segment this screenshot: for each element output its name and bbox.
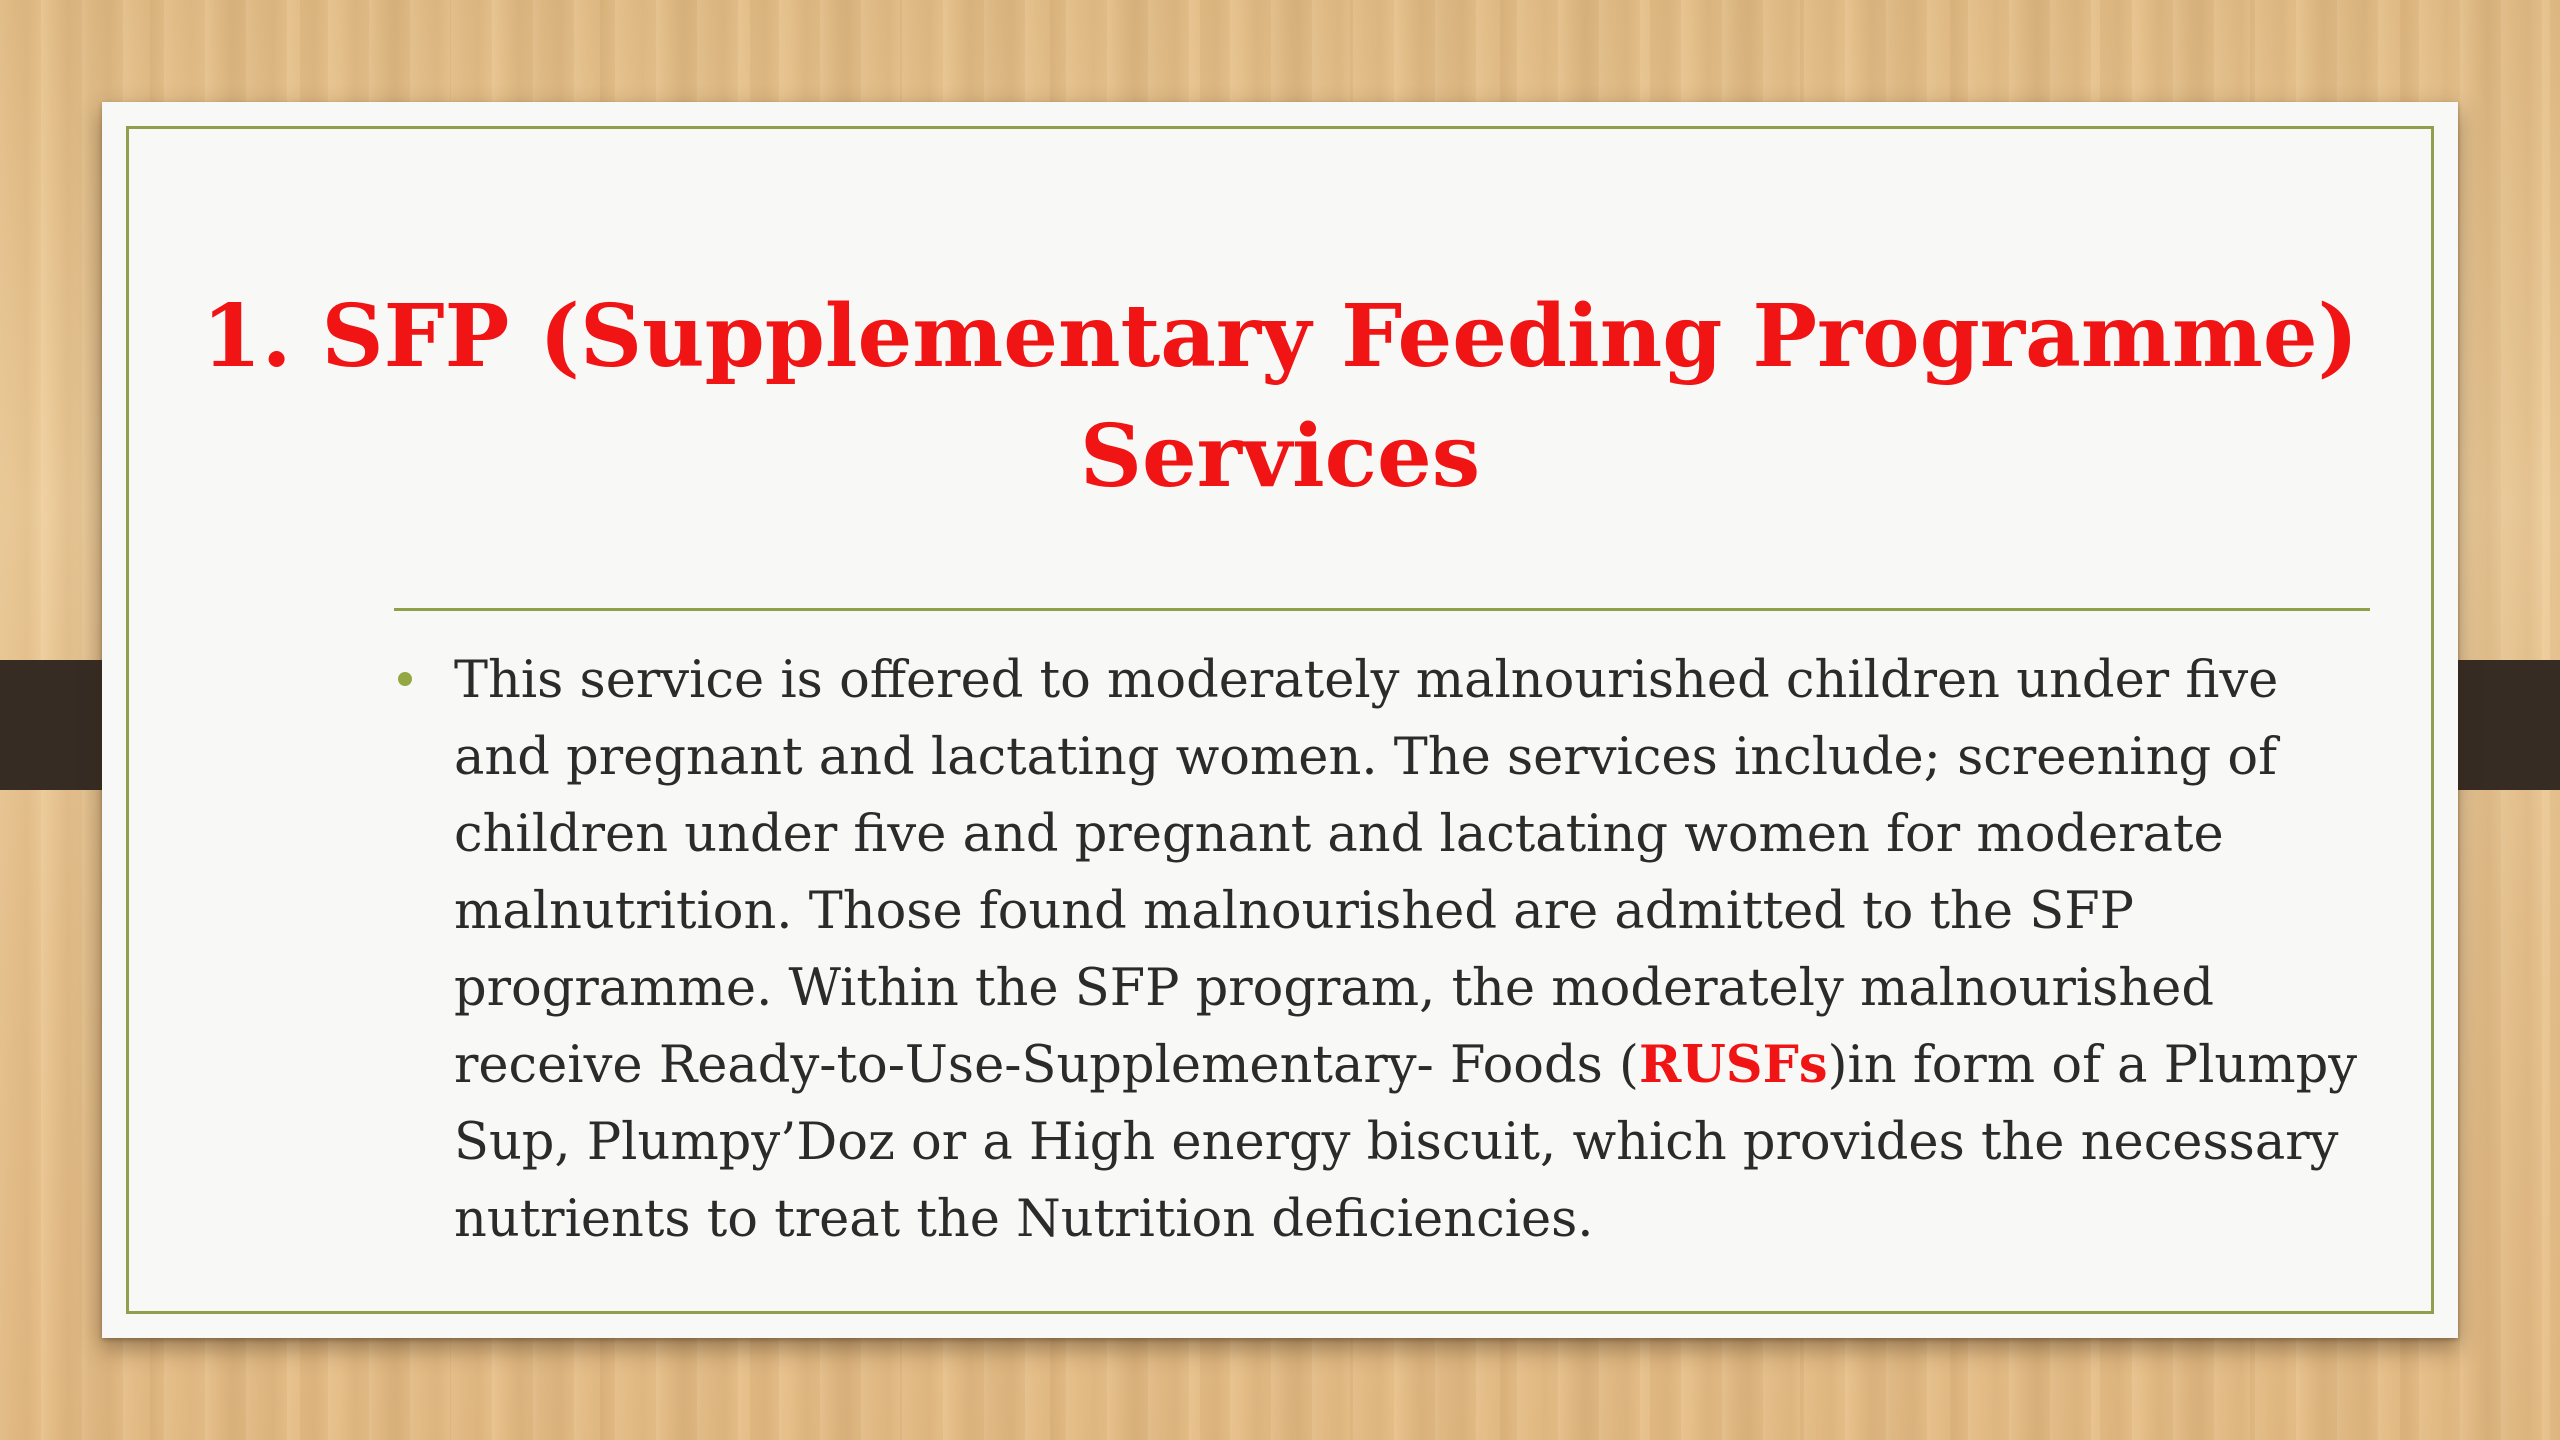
slide-title bbox=[102, 277, 2458, 517]
title-divider bbox=[394, 608, 2370, 611]
bullet-list bbox=[392, 642, 2382, 1258]
body-text-part-2: )in form of a Plumpy Sup, Plumpy’Doz or a High energy biscuit, which provides the necessary nutrients to treat the Nutrition deficiencies. bbox=[454, 1036, 2358, 1249]
body-text-part-1: This service is offered to moderately malnourished children under five and pregnant and lactating women. The services include; screening of children under five and pregnant and lactating women for moderate malnutrition. Those found malnourished are admitted to the SFP programme. Within the SFP program, the moderately malnourished receive Ready-to-Use-Supplementary- Foods ( bbox=[454, 651, 2279, 1095]
rusfs-highlight: RUSFs bbox=[1638, 1035, 1828, 1095]
slide-title-line-2: Services bbox=[1079, 406, 1481, 507]
bullet-item bbox=[392, 642, 2382, 1258]
slide-title-line-1: 1. SFP (Supplementary Feeding Programme) bbox=[201, 286, 2359, 387]
bullet-dot-icon bbox=[398, 672, 412, 686]
slide-card bbox=[102, 102, 2458, 1338]
